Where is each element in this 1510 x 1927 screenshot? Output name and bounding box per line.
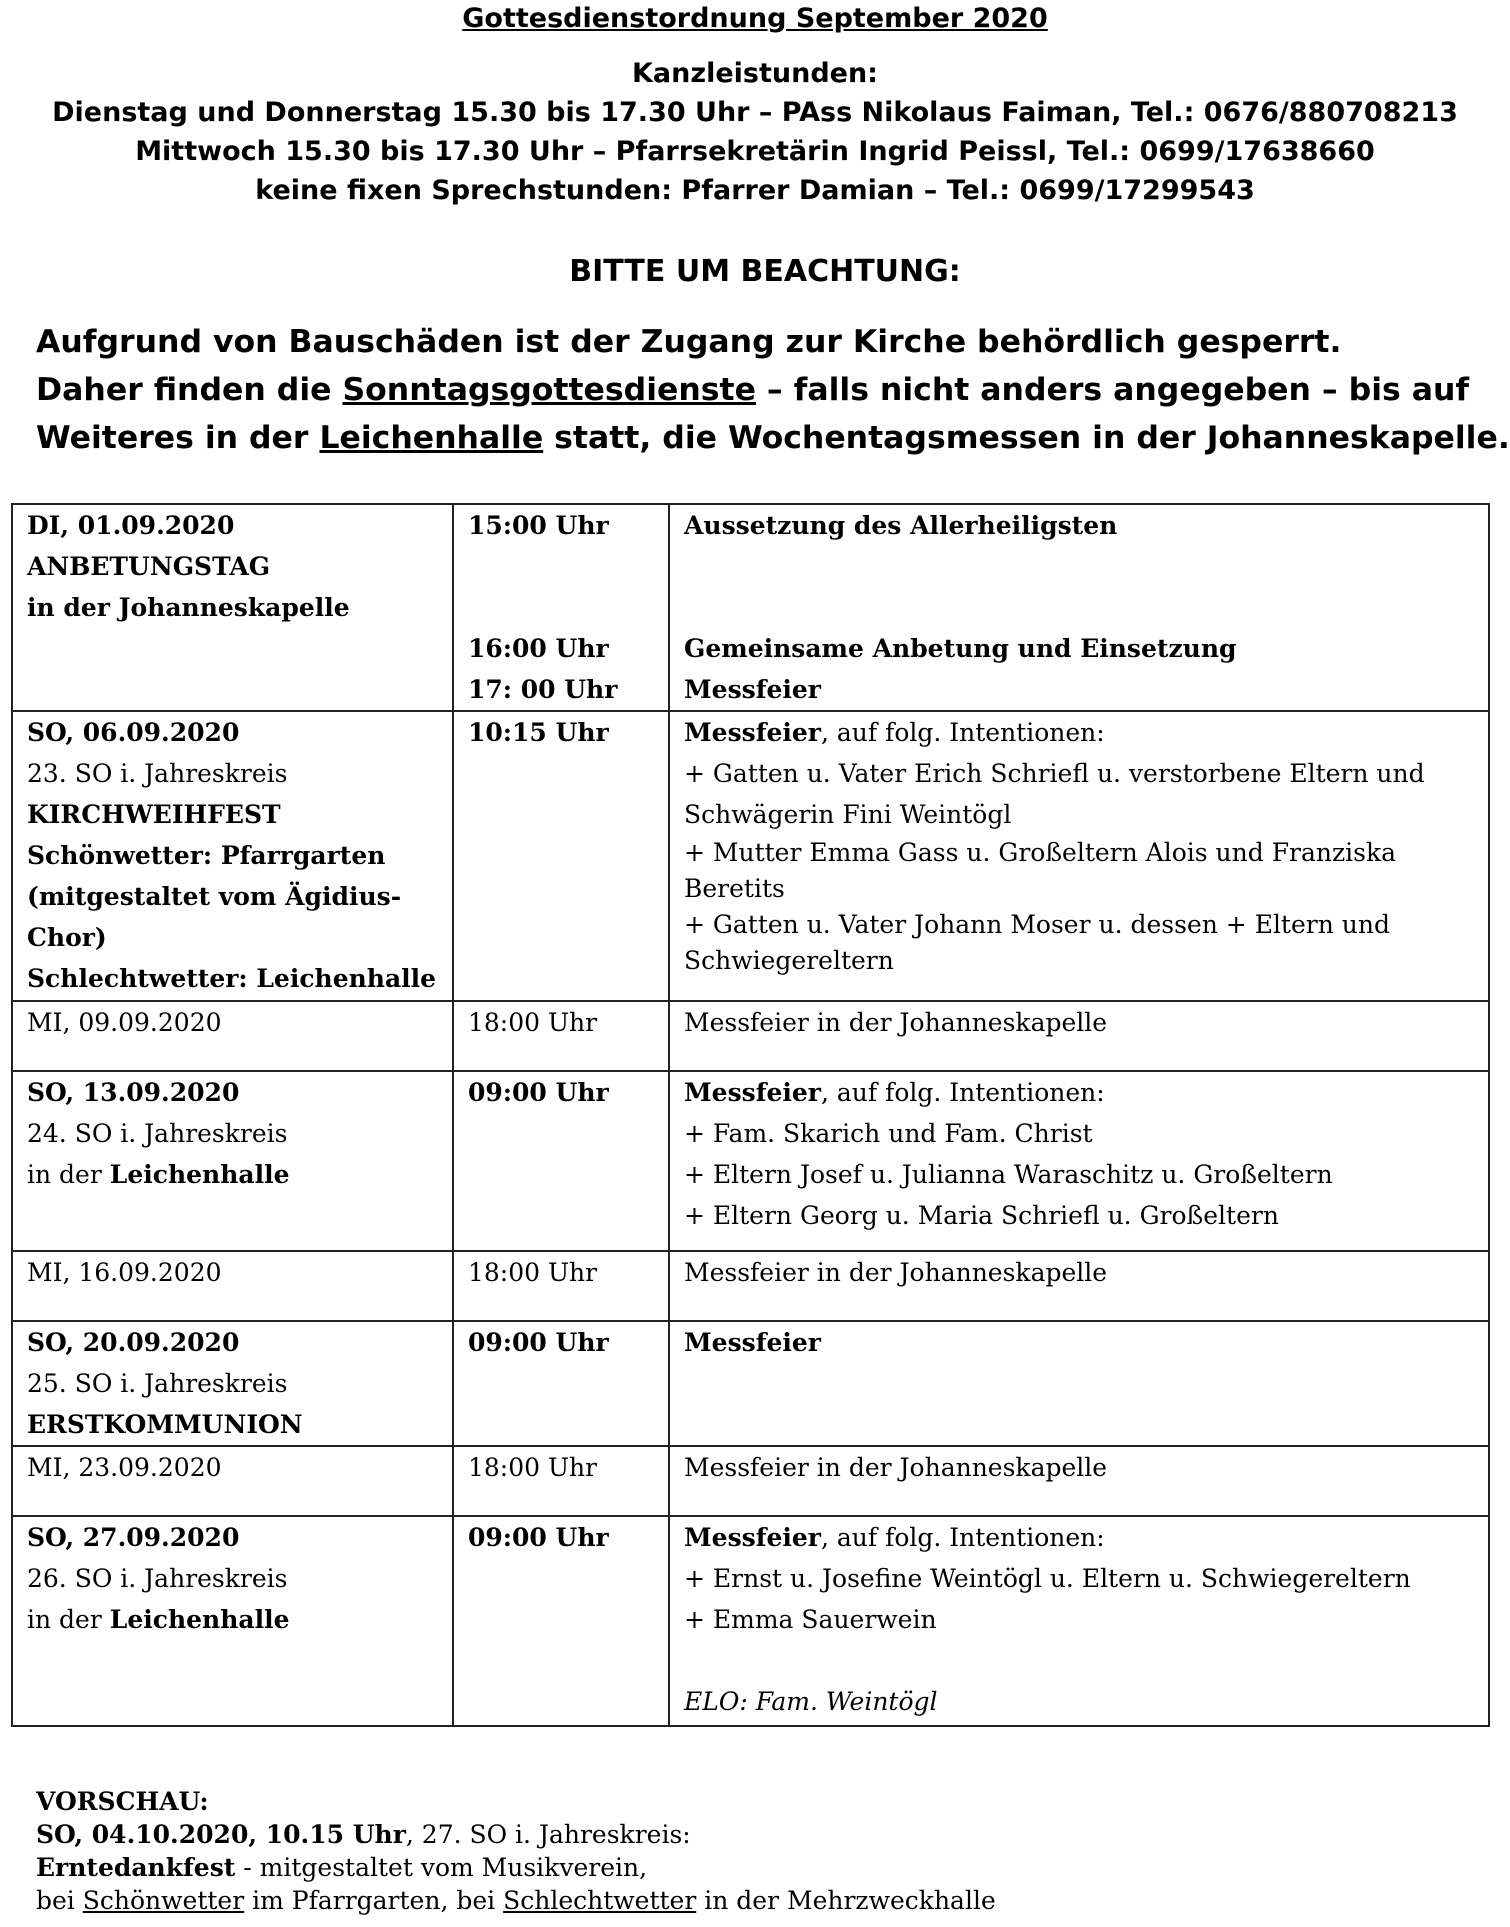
service-place: Schönwetter: Pfarrgarten	[27, 841, 386, 870]
time-cell	[453, 711, 669, 1001]
service-event	[684, 712, 1488, 753]
date-cell	[12, 1251, 453, 1321]
notice-text: Daher finden die	[36, 372, 343, 408]
event-cell	[669, 1446, 1489, 1516]
intention: + Gatten u. Vater Erich Schriefl u. verstorbene Eltern und	[684, 759, 1425, 788]
intention: + Fam. Skarich und Fam. Christ	[684, 1119, 1093, 1148]
preview-date: SO, 04.10.2020, 10.15 Uhr	[36, 1820, 406, 1849]
page-title: Gottesdienstordnung September 2020	[462, 3, 1048, 34]
notice-text: – falls nicht anders angegeben – bis auf	[755, 372, 1470, 408]
preview-section	[36, 1785, 1236, 1917]
intention: + Emma Sauerwein	[684, 1605, 937, 1634]
preview-line	[36, 1818, 1236, 1851]
time-cell	[453, 1071, 669, 1251]
time-cell	[453, 1446, 669, 1516]
time-cell	[453, 504, 669, 711]
service-event: Messfeier in der Johanneskapelle	[684, 1258, 1108, 1287]
service-name: ERSTKOMMUNION	[27, 1410, 303, 1439]
table-row	[12, 1516, 1489, 1726]
preview-heading: VORSCHAU:	[36, 1787, 209, 1816]
mass-suffix: , auf folg. Intentionen:	[820, 1078, 1105, 1107]
liturgical-week: 23. SO i. Jahreskreis	[27, 759, 288, 788]
service-time: 18:00 Uhr	[468, 1008, 598, 1037]
service-date: MI, 09.09.2020	[27, 1008, 222, 1037]
place-prefix: in der	[27, 1160, 110, 1189]
place-prefix: in der	[27, 1605, 110, 1634]
mass-suffix: , auf folg. Intentionen:	[820, 718, 1105, 747]
table-row	[12, 1071, 1489, 1251]
service-name: ANBETUNGSTAG	[27, 552, 271, 581]
schedule-table	[11, 503, 1490, 1727]
service-event	[684, 1517, 1488, 1558]
altar-flowers-note: ELO: Fam. Weintögl	[684, 1687, 938, 1716]
service-event: Messfeier in der Johanneskapelle	[684, 1453, 1108, 1482]
spacer	[684, 1640, 1488, 1681]
service-time: 09:00 Uhr	[468, 1078, 609, 1107]
service-place	[27, 1599, 452, 1640]
intention: + Mutter Emma Gass u. Großeltern Alois und Franziska	[684, 838, 1397, 867]
service-place: in der Johanneskapelle	[27, 593, 350, 622]
table-row	[12, 1251, 1489, 1321]
preview-line	[36, 1884, 1236, 1917]
intention: Schwägerin Fini Weintögl	[684, 800, 1012, 829]
preview-text: bei	[36, 1886, 83, 1915]
intention: + Gatten u. Vater Johann Moser u. dessen + Eltern und	[684, 910, 1390, 939]
intention: + Eltern Georg u. Maria Schriefl u. Großeltern	[684, 1201, 1279, 1230]
intention: Beretits	[684, 874, 785, 903]
service-time: 09:00 Uhr	[468, 1328, 609, 1357]
service-event: Aussetzung des Allerheiligsten	[684, 511, 1118, 540]
service-date: SO, 27.09.2020	[27, 1523, 240, 1552]
notice-line	[36, 414, 1510, 462]
service-event: Messfeier	[684, 675, 821, 704]
preview-emphasis: Schlechtwetter	[503, 1886, 697, 1915]
table-row	[12, 1001, 1489, 1071]
date-cell	[12, 1516, 453, 1726]
office-hours-line: keine fixen Sprechstunden: Pfarrer Damian – Tel.: 0699/17299543	[255, 175, 1255, 206]
service-note: Chor)	[27, 923, 107, 952]
notice-emphasis: Leichenhalle	[319, 420, 544, 456]
place-name: Leichenhalle	[109, 1605, 290, 1634]
date-cell	[12, 1446, 453, 1516]
place-name: Leichenhalle	[109, 1160, 290, 1189]
service-time: 17: 00 Uhr	[468, 675, 618, 704]
preview-text: in der Mehrzweckhalle	[696, 1886, 996, 1915]
mass-label: Messfeier	[684, 1078, 821, 1107]
closure-notice	[36, 318, 1510, 462]
notice-line: Aufgrund von Bauschäden ist der Zugang zur Kirche behördlich gesperrt.	[36, 324, 1342, 360]
service-event: Gemeinsame Anbetung und Einsetzung	[684, 634, 1237, 663]
service-place	[27, 1154, 452, 1195]
date-cell	[12, 1321, 453, 1446]
office-hours-line: Mittwoch 15.30 bis 17.30 Uhr – Pfarrsekretärin Ingrid Peissl, Tel.: 0699/17638660	[135, 136, 1375, 167]
preview-text: im Pfarrgarten, bei	[244, 1886, 504, 1915]
service-time: 18:00 Uhr	[468, 1258, 598, 1287]
table-row	[12, 1446, 1489, 1516]
date-cell	[12, 504, 453, 711]
service-note: (mitgestaltet vom Ägidius-	[27, 882, 402, 911]
date-cell	[12, 1071, 453, 1251]
preview-emphasis: Schönwetter	[82, 1886, 245, 1915]
event-cell	[669, 1516, 1489, 1726]
service-date: SO, 20.09.2020	[27, 1328, 240, 1357]
intention: + Eltern Josef u. Julianna Waraschitz u. Großeltern	[684, 1160, 1333, 1189]
preview-event: Erntedankfest	[36, 1853, 236, 1882]
office-hours-heading: Kanzleistunden:	[632, 58, 878, 89]
notice-emphasis: Sonntagsgottesdienste	[342, 372, 756, 408]
event-cell	[669, 504, 1489, 711]
service-date: SO, 06.09.2020	[27, 718, 240, 747]
service-time: 09:00 Uhr	[468, 1523, 609, 1552]
preview-text: , 27. SO i. Jahreskreis:	[405, 1820, 691, 1849]
office-hours	[0, 54, 1510, 210]
service-event: Messfeier	[684, 1328, 821, 1357]
event-cell	[669, 1321, 1489, 1446]
preview-text: - mitgestaltet vom Musikverein,	[235, 1853, 648, 1882]
table-row	[12, 711, 1489, 1001]
liturgical-week: 25. SO i. Jahreskreis	[27, 1369, 288, 1398]
event-cell	[669, 1071, 1489, 1251]
service-time: 15:00 Uhr	[468, 511, 609, 540]
spacer	[684, 546, 1488, 587]
table-row	[12, 1321, 1489, 1446]
notice-text: Weiteres in der	[36, 420, 320, 456]
spacer	[468, 546, 668, 587]
notice-heading: BITTE UM BEACHTUNG:	[569, 254, 961, 289]
mass-label: Messfeier	[684, 718, 821, 747]
time-cell	[453, 1516, 669, 1726]
time-cell	[453, 1001, 669, 1071]
notice-text: statt, die Wochentagsmessen in der Johanneskapelle.	[543, 420, 1510, 456]
service-date: DI, 01.09.2020	[27, 511, 235, 540]
liturgical-week: 24. SO i. Jahreskreis	[27, 1119, 288, 1148]
date-cell	[12, 1001, 453, 1071]
service-time: 16:00 Uhr	[468, 634, 609, 663]
preview-line	[36, 1851, 1236, 1884]
service-time: 10:15 Uhr	[468, 718, 609, 747]
liturgical-week: 26. SO i. Jahreskreis	[27, 1564, 288, 1593]
table-row	[12, 504, 1489, 711]
notice-line	[36, 366, 1491, 414]
event-cell	[669, 711, 1489, 1001]
spacer	[468, 587, 668, 628]
service-event	[684, 1072, 1488, 1113]
mass-suffix: , auf folg. Intentionen:	[820, 1523, 1105, 1552]
service-event: Messfeier in der Johanneskapelle	[684, 1008, 1108, 1037]
service-date: MI, 16.09.2020	[27, 1258, 222, 1287]
intention: Schwiegereltern	[684, 946, 894, 975]
service-name: KIRCHWEIHFEST	[27, 800, 281, 829]
date-cell	[12, 711, 453, 1001]
time-cell	[453, 1321, 669, 1446]
office-hours-line: Dienstag und Donnerstag 15.30 bis 17.30 Uhr – PAss Nikolaus Faiman, Tel.: 0676/880708213	[52, 97, 1458, 128]
time-cell	[453, 1251, 669, 1321]
service-date: SO, 13.09.2020	[27, 1078, 240, 1107]
mass-label: Messfeier	[684, 1523, 821, 1552]
service-place: Schlechtwetter: Leichenhalle	[27, 964, 437, 993]
event-cell	[669, 1001, 1489, 1071]
event-cell	[669, 1251, 1489, 1321]
intention: + Ernst u. Josefine Weintögl u. Eltern u. Schwiegereltern	[684, 1564, 1411, 1593]
service-time: 18:00 Uhr	[468, 1453, 598, 1482]
service-date: MI, 23.09.2020	[27, 1453, 222, 1482]
spacer	[684, 587, 1488, 628]
